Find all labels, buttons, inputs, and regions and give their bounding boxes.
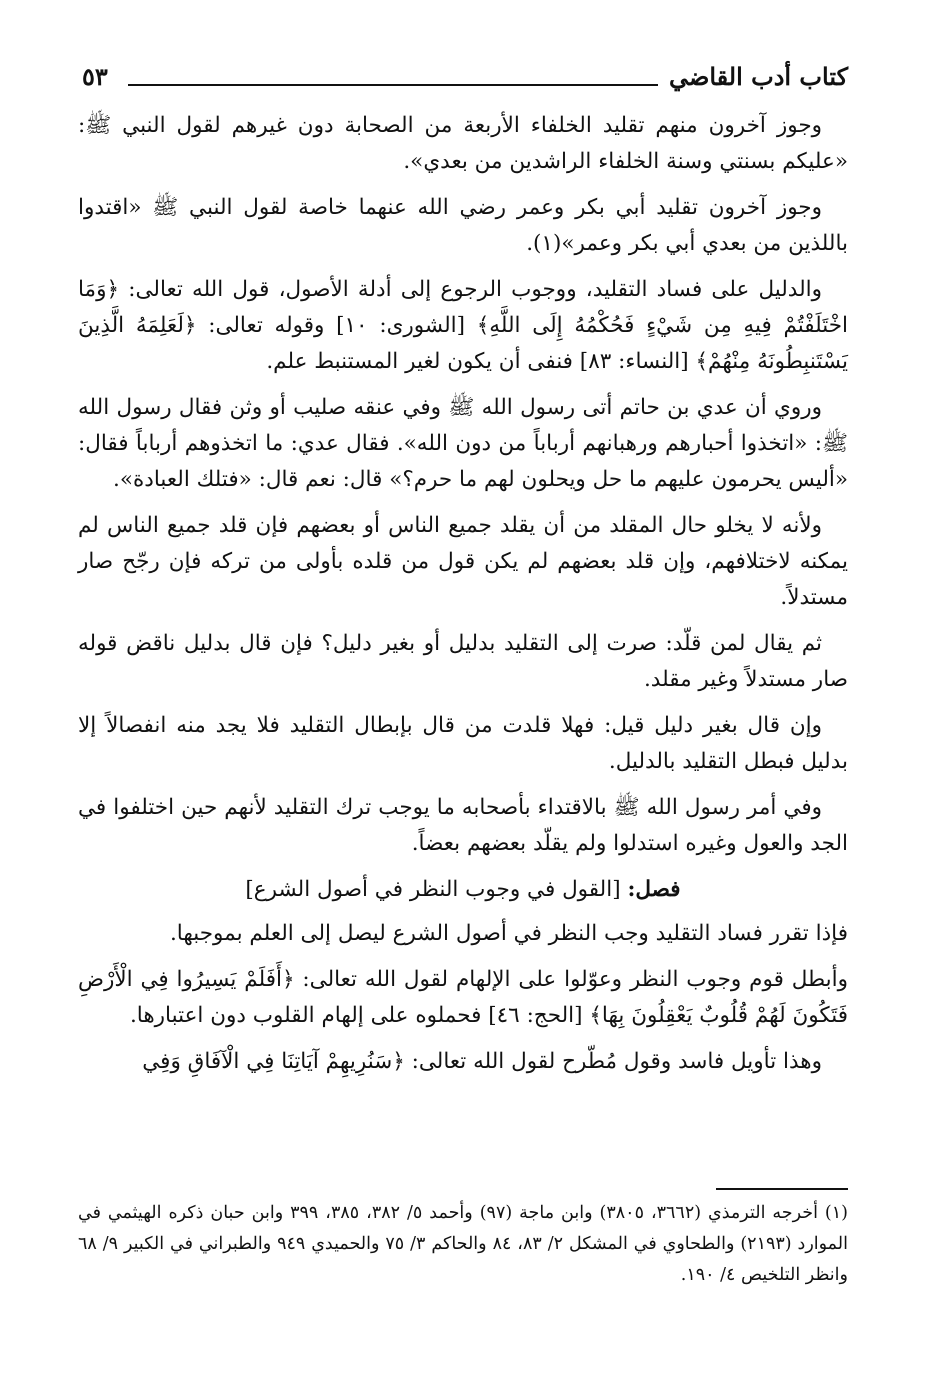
paragraph: وفي أمر رسول الله ﷺ بالاقتداء بأصحابه ما يوجب ترك التقليد لأنهم حين اختلفوا في الجد والعول وغيره استدلوا ولم يقلّد بعضهم بعضاً.	[78, 795, 848, 856]
page-header	[80, 58, 848, 98]
main-text	[78, 108, 848, 1090]
paragraph: ولأنه لا يخلو حال المقلد من أن يقلد جميع الناس أو بعضهم فإن قلد جميع الناس لم يمكنه لاختلافهم، وإن قلد بعضهم لم يكن قول من قلده بأولى من تركه فإن رجّح صار مستدلاً.	[78, 513, 848, 610]
paragraph: فإذا تقرر فساد التقليد وجب النظر في أصول الشرع ليصل إلى العلم بموجبها.	[169, 921, 848, 946]
section-heading	[78, 872, 848, 908]
footnote: (١) أخرجه الترمذي (٣٦٦٢، ٣٨٠٥) وابن ماجة (٩٧) وأحمد ٥/ ٣٨٢، ٣٨٥، ٣٩٩ وابن حبان ذكره الهيثمي في الموارد (٢١٩٣) والطحاوي في المشكل ٢/ ٨٣، ٨٤ والحاكم ٣/ ٧٥ والحميدي ٩٤٩ والطبراني في الكبير ٩/ ٦٨ وانظر التلخيص ٤/ ١٩٠.	[78, 1203, 848, 1285]
paragraph: وإن قال بغير دليل قيل: فهلا قلدت من قال بإبطال التقليد فلا يجد منه انفصالاً إلا بدليل فبطل التقليد بالدليل.	[78, 713, 848, 774]
section-title: [القول في وجوب النظر في أصول الشرع]	[245, 877, 621, 902]
book-title: كتاب أدب القاضي	[668, 62, 848, 91]
header-rule	[128, 84, 658, 86]
paragraph: ثم يقال لمن قلّد: صرت إلى التقليد بدليل أو بغير دليل؟ فإن قال بدليل ناقض قوله صار مستدلاً وغير مقلد.	[78, 631, 848, 692]
section-label: فصل:	[627, 877, 681, 902]
paragraph: وجوز آخرون تقليد أبي بكر وعمر رضي الله عنهما خاصة لقول النبي ﷺ «اقتدوا باللذين من بعدي أبي بكر وعمر»(١).	[78, 195, 848, 256]
paragraph: وجوز آخرون منهم تقليد الخلفاء الأربعة من الصحابة دون غيرهم لقول النبي ﷺ: «عليكم بسنتي وسنة الخلفاء الراشدين من بعدي».	[78, 113, 848, 174]
paragraph: وروي أن عدي بن حاتم أتى رسول الله ﷺ وفي عنقه صليب أو وثن فقال رسول الله ﷺ: «اتخذوا أحبارهم ورهبانهم أرباباً من دون الله». فقال عدي: ما اتخذوهم أرباباً فقال: «أليس يحرمون عليهم ما حل ويحلون لهم ما حرم؟» قال: نعم قال: «فتلك العبادة».	[78, 395, 848, 492]
paragraph: وهذا تأويل فاسد وقول مُطّرح لقول الله تعالى: ﴿سَنُرِيهِمْ آيَاتِنَا فِي الْآفَاقِ وَفِي	[142, 1049, 822, 1074]
page-number: ٥٣	[82, 62, 108, 91]
paragraph: والدليل على فساد التقليد، ووجوب الرجوع إلى أدلة الأصول، قول الله تعالى: ﴿وَمَا اخْتَلَفْتُمْ فِيهِ مِن شَيْءٍ فَحُكْمُهُ إِلَى اللَّهِ﴾ [الشورى: ١٠] وقوله تعالى: ﴿لَعَلِمَهُ الَّذِينَ يَسْتَنبِطُونَهُ مِنْهُمْ﴾ [النساء: ٨٣] فنفى أن يكون لغير المستنبط علم.	[78, 277, 848, 374]
paragraph: وأبطل قوم وجوب النظر وعوّلوا على الإلهام لقول الله تعالى: ﴿أَفَلَمْ يَسِيرُوا فِي الْأَرْضِ فَتَكُونَ لَهُمْ قُلُوبٌ يَعْقِلُونَ بِهَا﴾ [الحج: ٤٦] فحملوه على إلهام القلوب دون اعتبارها.	[78, 967, 848, 1028]
footnotes	[78, 1198, 848, 1291]
footnote-rule	[716, 1188, 848, 1190]
